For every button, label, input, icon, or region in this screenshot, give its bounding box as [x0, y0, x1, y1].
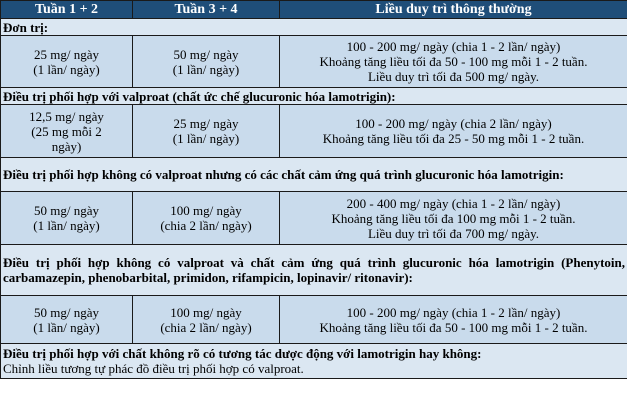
dose-row: [1, 192, 627, 245]
dose-row: [1, 105, 627, 158]
dose-line: Khoảng tăng liều tối đa 25 - 50 mg mỗi 1 - 2 tuần.: [322, 131, 585, 146]
dose-line: 100 - 200 mg/ ngày (chia 2 lần/ ngày): [355, 116, 552, 131]
week-1-2-cell: [1, 192, 133, 245]
week-1-2-cell: [1, 296, 133, 344]
section-title-row: [1, 88, 627, 105]
week-1-2-cell: [1, 36, 133, 88]
header-week-3-4: Tuần 3 + 4: [133, 1, 280, 19]
section-title: Đơn trị:: [1, 19, 627, 36]
week-3-4-cell: [133, 105, 280, 158]
dose-line: (1 lần/ ngày): [172, 131, 240, 146]
dose-line: (1 lần/ ngày): [172, 61, 240, 77]
dose-line: ngày): [51, 138, 82, 154]
dose-line: Khoảng tăng liều tối đa 50 - 100 mg mỗi 1 - 2 tuần.: [319, 54, 588, 69]
dose-line: Khoảng tăng liều tối đa 50 - 100 mg mỗi 1 - 2 tuần.: [319, 319, 588, 335]
maintenance-cell: [280, 36, 627, 88]
week-3-4-cell: [133, 296, 280, 344]
dose-line: 25 mg/ ngày: [173, 116, 239, 131]
section-title-row: [1, 245, 627, 296]
maintenance-cell: [280, 105, 627, 158]
header-maintenance: Liều duy trì thông thường: [280, 1, 627, 19]
dose-line: (chia 2 lần/ ngày): [160, 218, 252, 233]
dose-line: 50 mg/ ngày: [34, 203, 99, 218]
section-title: Điều trị phối hợp không có valproat và chất cảm ứng quá trình glucuronic hóa lamotrigin (Phenytoin, carbamazepin, phenobarbital, primidon, rifampicin, lopinavir/ ritonavir):: [1, 245, 627, 296]
dose-line: (1 lần/ ngày): [33, 319, 100, 335]
dose-line: Khoảng tăng liều tối đa 100 mg mỗi 1 - 2 tuần.: [331, 210, 576, 226]
dose-line: 12,5 mg/ ngày: [29, 108, 104, 124]
footer-text: Chỉnh liều tương tự phác đồ điều trị phối hợp có valproat.: [3, 361, 304, 376]
dose-line: 100 mg/ ngày: [170, 203, 242, 218]
dose-line: 100 mg/ ngày: [170, 304, 242, 320]
dose-line: (1 lần/ ngày): [33, 218, 100, 233]
header-week-1-2: Tuần 1 + 2: [1, 1, 133, 19]
dose-line: 100 - 200 mg/ ngày (chia 1 - 2 lần/ ngày): [346, 304, 561, 320]
section-title-row: [1, 19, 627, 36]
header-row: [1, 1, 627, 19]
footer-cell: [1, 344, 627, 379]
dose-line: 200 - 400 mg/ ngày (chia 1 - 2 lần/ ngày): [346, 195, 561, 211]
footer-title: Điều trị phối hợp với chất không rõ có tương tác dược động với lamotrigin hay không:: [3, 346, 482, 361]
maintenance-cell: [280, 296, 627, 344]
week-1-2-cell: [1, 105, 133, 158]
dose-row: [1, 36, 627, 88]
section-title-row: [1, 158, 627, 192]
section-title: Điều trị phối hợp không có valproat nhưng có các chất cảm ứng quá trình glucuronic hóa lamotrigin:: [1, 158, 627, 192]
dose-line: 100 - 200 mg/ ngày (chia 1 - 2 lần/ ngày): [346, 39, 561, 54]
footer-row: [1, 344, 627, 379]
week-3-4-cell: [133, 192, 280, 245]
dose-line: (chia 2 lần/ ngày): [160, 319, 252, 335]
dose-line: Liều duy trì tối đa 500 mg/ ngày.: [367, 69, 540, 84]
dose-line: Liều duy trì tối đa 700 mg/ ngày.: [367, 225, 540, 241]
section-title: Điều trị phối hợp với valproat (chất ức chế glucuronic hóa lamotrigin):: [1, 88, 627, 105]
maintenance-cell: [280, 192, 627, 245]
dose-line: 50 mg/ ngày: [34, 304, 99, 320]
dose-line: (1 lần/ ngày): [33, 61, 100, 77]
week-3-4-cell: [133, 36, 280, 88]
dose-line: (25 mg mỗi 2: [31, 123, 102, 139]
dose-line: 50 mg/ ngày: [173, 46, 239, 62]
dose-line: 25 mg/ ngày: [34, 46, 99, 62]
dose-row: [1, 296, 627, 344]
